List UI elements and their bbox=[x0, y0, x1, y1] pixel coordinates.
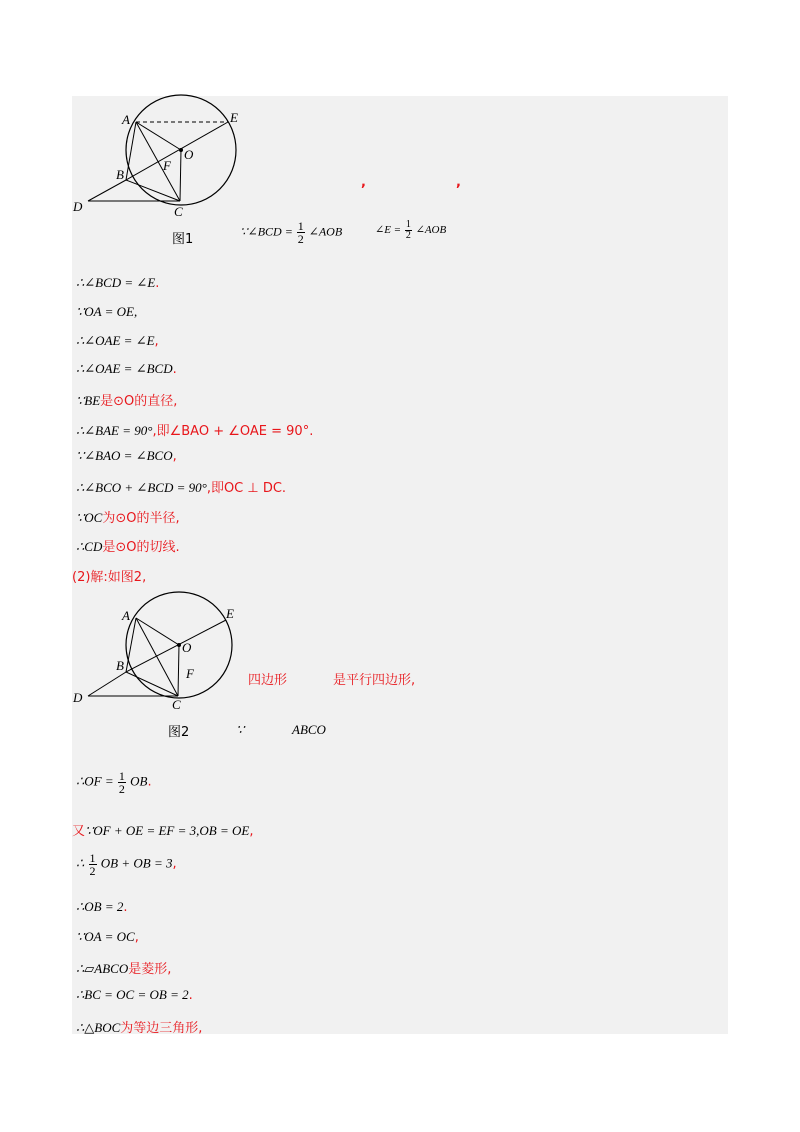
snippet-because: ∵ bbox=[236, 722, 245, 737]
label-b: B bbox=[116, 658, 124, 673]
figure-2-diagram bbox=[66, 588, 256, 716]
angle-e-formula: ∠E = $\frac{1}{2}$ ∠AOB bbox=[375, 219, 447, 241]
step-2-5: ∵OA = OC, bbox=[76, 929, 139, 945]
step-1-3: ∴∠OAE = ∠E, bbox=[76, 333, 159, 349]
step-2-3: ∴ $\frac{1}{2}$ OB + OB = 3, bbox=[76, 851, 177, 878]
line-oc bbox=[178, 645, 179, 696]
because-bcd-formula: ∵∠BCD = $\frac{1}{2}$ ∠AOB bbox=[240, 219, 343, 246]
line-ao bbox=[136, 122, 181, 150]
line-ab bbox=[126, 618, 136, 672]
point-o bbox=[177, 643, 181, 647]
label-f: F bbox=[163, 158, 171, 173]
step-1-7: ∵∠BAO = ∠BCO, bbox=[76, 448, 177, 464]
label-e: E bbox=[230, 110, 238, 125]
label-d: D bbox=[73, 199, 83, 214]
step-2-1: ∴OF = $\frac{1}{2}$ OB. bbox=[76, 769, 152, 796]
figure-1-caption: 图1 bbox=[172, 232, 194, 247]
step-2-8: ∴△BOC为等边三角形, bbox=[76, 1020, 203, 1036]
label-d: D bbox=[73, 690, 83, 705]
label-a: A bbox=[122, 608, 130, 623]
snippet-abco: ABCO bbox=[292, 722, 326, 737]
label-a: A bbox=[122, 112, 130, 127]
label-c: C bbox=[172, 697, 181, 712]
step-2-7: ∴BC = OC = OB = 2. bbox=[76, 987, 193, 1003]
label-b: B bbox=[116, 167, 124, 182]
label-o: O bbox=[184, 147, 194, 162]
label-e: E bbox=[226, 606, 234, 621]
snippet-parallelogram: 是平行四边形, bbox=[333, 673, 416, 688]
line-ao bbox=[136, 618, 179, 645]
snippet-comma-1: , bbox=[361, 175, 366, 190]
step-2-6: ∴▱ABCO是菱形, bbox=[76, 961, 172, 977]
line-ac bbox=[136, 618, 178, 696]
step-2-2: 又∵OF + OE = EF = 3,OB = OE, bbox=[72, 823, 254, 839]
step-1-9: ∵OC为⊙O的半径, bbox=[76, 510, 180, 526]
label-c: C bbox=[174, 204, 183, 219]
label-f: F bbox=[186, 666, 194, 681]
snippet-quadrilateral: 四边形 bbox=[248, 673, 288, 688]
line-bc bbox=[126, 672, 178, 696]
step-1-5: ∵BE是⊙O的直径, bbox=[76, 393, 178, 409]
step-1-6: ∴∠BAE = 90°,即∠BAO + ∠OAE = 90°. bbox=[76, 423, 314, 439]
step-1-10: ∴CD是⊙O的切线. bbox=[76, 539, 180, 555]
step-1-1: ∴∠BCD = ∠E. bbox=[76, 275, 160, 291]
step-2-4: ∴OB = 2. bbox=[76, 899, 128, 915]
step-1-2: ∵OA = OE, bbox=[76, 304, 138, 319]
figure-1-diagram bbox=[66, 90, 256, 222]
point-o bbox=[179, 148, 183, 152]
snippet-comma-2: , bbox=[456, 175, 461, 190]
part-2-heading: (2)解:如图2, bbox=[72, 570, 147, 585]
line-db bbox=[88, 672, 126, 696]
line-db bbox=[88, 180, 126, 201]
step-1-8: ∴∠BCO + ∠BCD = 90°,即OC ⊥ DC. bbox=[76, 480, 287, 496]
line-ab bbox=[126, 122, 136, 180]
step-1-4: ∴∠OAE = ∠BCD. bbox=[76, 361, 177, 377]
label-o: O bbox=[182, 640, 192, 655]
line-oc bbox=[180, 150, 181, 201]
figure-2-caption: 图2 bbox=[168, 725, 190, 740]
